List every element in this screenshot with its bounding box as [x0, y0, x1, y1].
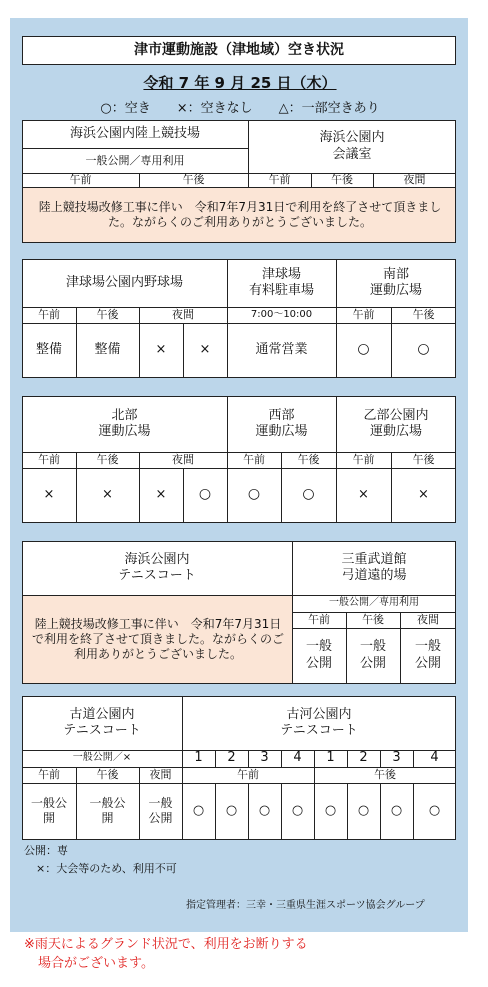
slot-pm: 午後 — [182, 173, 205, 187]
slot-pm: 午後 — [297, 453, 320, 467]
status-cell: ○ — [198, 486, 212, 503]
court-number: 4 — [430, 750, 439, 766]
slot-am: 午前 — [38, 453, 60, 467]
status-cell: 一般 公開 — [148, 796, 173, 825]
status-cell: 一般 公開 — [305, 639, 332, 671]
baseball-name: 津球場公園内野球場 — [65, 274, 183, 290]
rain-warning-line2: 場合がございます。 — [38, 956, 154, 971]
slot-am: 午前 — [352, 453, 375, 467]
court-number: 2 — [359, 750, 368, 766]
slot-am: 午前 — [268, 173, 291, 187]
slot-pm: 午後 — [362, 613, 384, 627]
south-field-name: 南部 運動広場 — [369, 266, 422, 298]
box-tennis-courts — [22, 696, 456, 840]
status-cell: ○ — [247, 486, 261, 503]
status-cell: × — [418, 486, 429, 502]
court-number: 2 — [227, 750, 236, 766]
otobe-field-name: 乙部公園内 運動広場 — [363, 407, 429, 439]
kaihin-tennis-name: 海浜公園内 テニスコート — [118, 551, 196, 583]
status-cell: ○ — [428, 802, 441, 818]
parking-hours: 7:00～10:00 — [250, 308, 313, 320]
status-cell: 整備 — [94, 341, 121, 357]
furumichi-usage: 一般公開／× — [72, 752, 132, 764]
slot-am: 午前 — [38, 308, 60, 322]
rain-warning-line1: ※雨天によるグランド状況で、利用をお断りする — [24, 937, 308, 952]
legend-public: 公開：専 — [24, 844, 68, 857]
slot-night: 夜間 — [149, 768, 172, 782]
slot-pm: 午後 — [96, 768, 119, 782]
status-cell: ○ — [357, 802, 370, 818]
status-cell: × — [155, 341, 167, 357]
status-cell: × — [199, 341, 211, 357]
slot-pm: 午後 — [96, 453, 119, 467]
status-cell: ○ — [258, 802, 271, 818]
report-date: 令和 7 年 9 月 25 日（木） — [143, 73, 337, 92]
track-usage: 一般公開／専用利用 — [85, 153, 185, 167]
slot-am: 午前 — [38, 768, 60, 782]
hall-name: 海浜公園内 会議室 — [319, 130, 385, 162]
slot-am: 午前 — [237, 768, 259, 782]
court-number: 1 — [326, 750, 335, 766]
budokan-name: 三重武道館 弓道遠的場 — [341, 551, 407, 583]
furukawa-tennis-name: 古河公園内 テニスコート — [280, 706, 358, 738]
slot-am: 午前 — [243, 453, 265, 467]
status-cell: ○ — [324, 802, 337, 818]
box-tsu-stadium — [22, 259, 456, 378]
status-cell: 整備 — [35, 341, 62, 357]
symbol-legend: ○：空き ×：空きなし △：一部空きあり — [100, 100, 380, 116]
slot-night: 夜間 — [172, 453, 194, 467]
page-title: 津市運動施設（津地域）空き状況 — [134, 41, 344, 58]
court-number: 1 — [194, 750, 203, 766]
status-cell: 通常営業 — [255, 341, 308, 357]
parking-name: 津球場 有料駐車場 — [248, 266, 314, 298]
slot-am: 午前 — [308, 613, 330, 627]
slot-night: 夜間 — [403, 173, 426, 187]
title-box — [22, 36, 456, 65]
slot-pm: 午後 — [331, 173, 353, 187]
tennis-closure-notice-text: 陸上競技場改修工事に伴い 令和7年7月31日で利用を終了させて頂きました。ながらくのご利用ありがとうございました。 — [31, 617, 284, 661]
box-kaihin-track — [22, 120, 456, 243]
status-cell: × — [155, 486, 167, 502]
status-cell: ○ — [225, 802, 238, 818]
budokan-usage: 一般公開／専用利用 — [329, 597, 419, 609]
slot-pm: 午後 — [412, 453, 435, 467]
court-number: 3 — [260, 750, 269, 766]
status-cell: 一般 公開 — [359, 639, 386, 671]
manager-text: 指定管理者：三幸・三重県生涯スポーツ協会グループ — [186, 900, 425, 911]
status-cell: ○ — [417, 341, 430, 358]
slot-pm: 午後 — [412, 308, 435, 322]
status-cell: 一般 公開 — [414, 639, 441, 671]
legend-unavailable: ×：大会等のため、利用不可 — [36, 862, 177, 875]
status-cell: ○ — [357, 341, 370, 358]
status-cell: 一般公 開 — [89, 796, 126, 825]
slot-am: 午前 — [352, 308, 375, 322]
west-field-name: 西部 運動広場 — [255, 407, 308, 439]
status-cell: ○ — [302, 486, 315, 503]
furumichi-tennis-name: 古道公園内 テニスコート — [63, 706, 141, 738]
status-cell: ○ — [390, 802, 403, 818]
box-sports-fields — [22, 396, 456, 523]
court-number: 4 — [293, 750, 302, 766]
court-number: 3 — [392, 750, 401, 766]
slot-pm: 午後 — [374, 768, 396, 782]
slot-am: 午前 — [69, 173, 92, 187]
status-cell: × — [358, 486, 369, 502]
status-cell: × — [43, 486, 55, 502]
north-field-name: 北部 運動広場 — [98, 407, 151, 439]
slot-night: 夜間 — [172, 308, 194, 322]
status-cell: 一般公 開 — [30, 796, 67, 825]
status-cell: ○ — [291, 802, 304, 818]
slot-night: 夜間 — [417, 613, 439, 627]
status-cell: × — [102, 486, 113, 502]
closure-notice-text: 陸上競技場改修工事に伴い 令和7年7月31日で利用を終了させて頂きました。ながらくのご利用ありがとうございました。 — [38, 200, 442, 229]
box-tennis-archery — [22, 541, 456, 684]
slot-pm: 午後 — [96, 308, 119, 322]
status-cell: ○ — [192, 802, 205, 818]
track-name: 海浜公園内陸上競技場 — [69, 125, 200, 141]
